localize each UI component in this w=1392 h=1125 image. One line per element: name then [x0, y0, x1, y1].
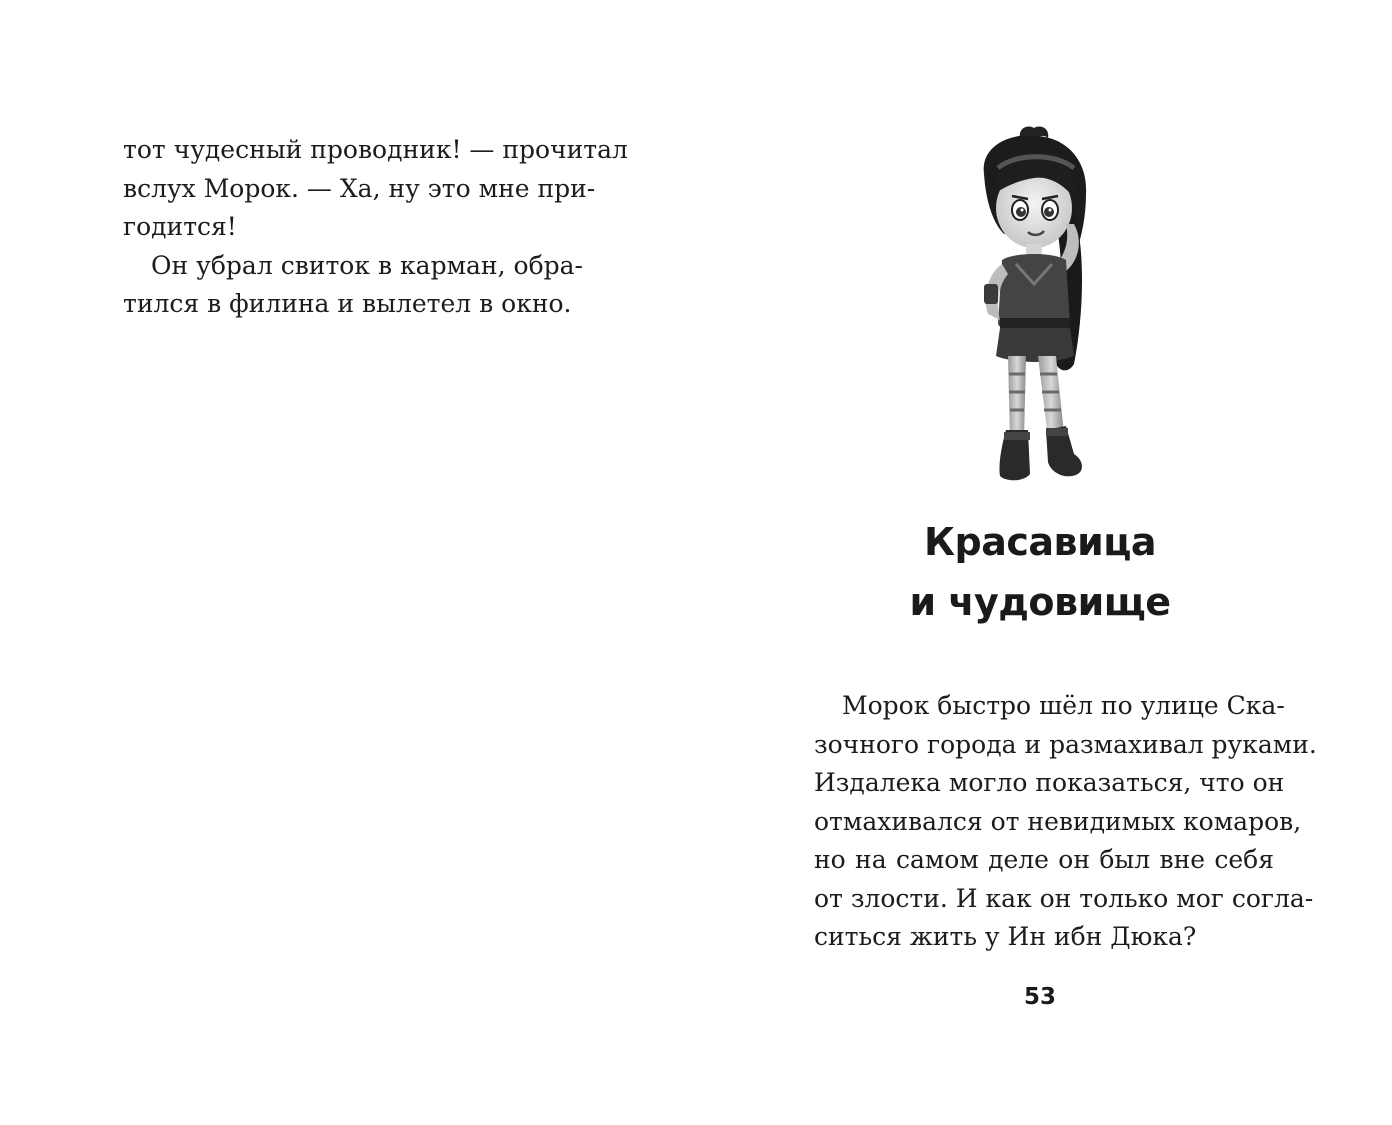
- text-line: зочного города и размахивал руками.: [814, 729, 1317, 759]
- text-line: тот чудесный проводник! — прочитал: [123, 135, 628, 164]
- right-page: [696, 0, 1392, 1125]
- left-page-text: [123, 131, 628, 324]
- chapter-title-line-1: Красавица: [923, 520, 1157, 564]
- girl-character-illustration: [954, 124, 1114, 490]
- text-line: годится!: [123, 212, 237, 241]
- text-line: Издалека могло показаться, что он: [814, 768, 1285, 797]
- text-line: Он убрал свиток в карман, обра-: [151, 250, 583, 280]
- text-line: отмахивался от невидимых комаров,: [814, 806, 1302, 836]
- page-number: 53: [1023, 984, 1056, 1010]
- text-line: но на самом деле он был вне себя: [814, 845, 1274, 874]
- text-line: Морок быстро шёл по улице Ска-: [842, 691, 1285, 720]
- text-line: тился в филина и вылетел в окно.: [123, 289, 572, 318]
- text-line: от злости. И как он только мог согла-: [814, 883, 1314, 913]
- right-page-text: [814, 687, 1317, 957]
- chapter-title: [796, 512, 1284, 632]
- text-line: ситься жить у Ин ибн Дюка?: [814, 922, 1197, 951]
- chapter-title-line-2: и чудовище: [909, 580, 1171, 624]
- text-line: вслух Морок. — Ха, ну это мне при-: [123, 173, 596, 203]
